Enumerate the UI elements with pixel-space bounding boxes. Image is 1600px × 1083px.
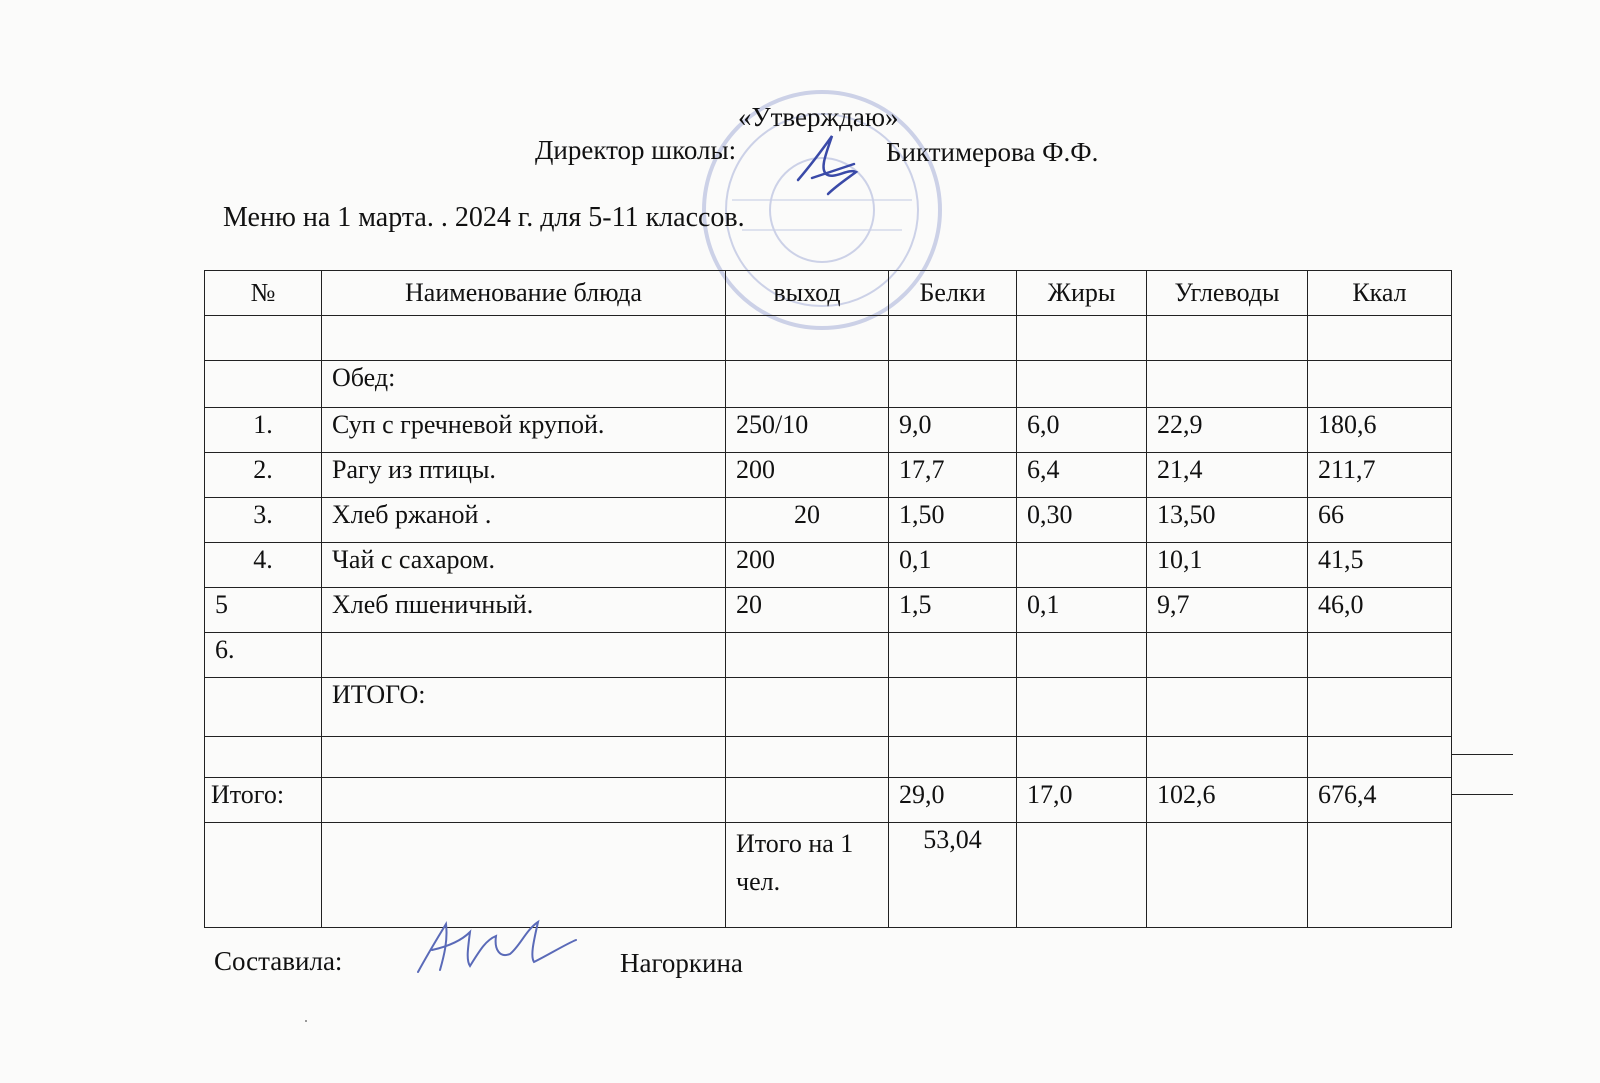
table-header-row bbox=[205, 271, 1452, 316]
blank-row bbox=[205, 316, 1452, 361]
row-number: 4. bbox=[205, 543, 322, 588]
composer-label: Составила: bbox=[214, 946, 343, 976]
table-extension-line bbox=[1451, 754, 1513, 755]
table-row bbox=[205, 588, 1452, 633]
header-protein: Белки bbox=[889, 271, 1017, 316]
row-fat bbox=[1017, 633, 1147, 678]
row-dish-name: Хлеб ржаной . bbox=[322, 498, 726, 543]
menu-table bbox=[204, 270, 1452, 928]
approve-heading: «Утверждаю» bbox=[738, 102, 899, 132]
header-fat: Жиры bbox=[1017, 271, 1147, 316]
director-label: Директор школы: bbox=[535, 135, 737, 165]
total-kcal: 676,4 bbox=[1308, 778, 1452, 823]
row-dish-name: Чай с сахаром. bbox=[322, 543, 726, 588]
blank-row bbox=[205, 737, 1452, 778]
table-row bbox=[205, 543, 1452, 588]
row-number: 6. bbox=[205, 633, 322, 678]
row-kcal: 211,7 bbox=[1308, 453, 1452, 498]
row-number: 5 bbox=[205, 588, 322, 633]
row-carbs: 22,9 bbox=[1147, 408, 1308, 453]
row-output: 20 bbox=[726, 588, 889, 633]
row-carbs: 21,4 bbox=[1147, 453, 1308, 498]
subtotal-label: ИТОГО: bbox=[322, 678, 726, 737]
subtotal-row bbox=[205, 678, 1452, 737]
row-kcal bbox=[1308, 633, 1452, 678]
row-carbs: 13,50 bbox=[1147, 498, 1308, 543]
row-carbs: 9,7 bbox=[1147, 588, 1308, 633]
row-fat: 0,30 bbox=[1017, 498, 1147, 543]
row-kcal: 41,5 bbox=[1308, 543, 1452, 588]
table-extension-line bbox=[1451, 794, 1513, 795]
row-protein bbox=[889, 633, 1017, 678]
table-row bbox=[205, 453, 1452, 498]
header-dish-name: Наименование блюда bbox=[322, 271, 726, 316]
per-person-label: Итого на 1 чел. bbox=[726, 823, 889, 928]
composer-name: Нагоркина bbox=[620, 948, 743, 978]
row-protein: 1,50 bbox=[889, 498, 1017, 543]
total-protein: 29,0 bbox=[889, 778, 1017, 823]
total-row bbox=[205, 778, 1452, 823]
director-signature bbox=[792, 128, 870, 198]
composer-signature bbox=[410, 910, 580, 985]
row-dish-name bbox=[322, 633, 726, 678]
row-fat: 6,4 bbox=[1017, 453, 1147, 498]
row-output: 20 bbox=[726, 498, 889, 543]
row-dish-name: Суп с гречневой крупой. bbox=[322, 408, 726, 453]
row-fat: 0,1 bbox=[1017, 588, 1147, 633]
row-protein: 17,7 bbox=[889, 453, 1017, 498]
header-kcal: Ккал bbox=[1308, 271, 1452, 316]
row-output bbox=[726, 633, 889, 678]
row-kcal: 66 bbox=[1308, 498, 1452, 543]
header-carbs: Углеводы bbox=[1147, 271, 1308, 316]
menu-title: Меню на 1 марта. . 2024 г. для 5-11 классов. bbox=[223, 202, 745, 233]
row-output: 250/10 bbox=[726, 408, 889, 453]
per-person-value: 53,04 bbox=[889, 823, 1017, 928]
row-carbs bbox=[1147, 633, 1308, 678]
section-row bbox=[205, 361, 1452, 408]
row-number: 2. bbox=[205, 453, 322, 498]
row-number: 1. bbox=[205, 408, 322, 453]
row-kcal: 46,0 bbox=[1308, 588, 1452, 633]
director-name: Биктимерова Ф.Ф. bbox=[886, 137, 1099, 167]
row-number: 3. bbox=[205, 498, 322, 543]
row-fat: 6,0 bbox=[1017, 408, 1147, 453]
row-carbs: 10,1 bbox=[1147, 543, 1308, 588]
total-fat: 17,0 bbox=[1017, 778, 1147, 823]
table-row bbox=[205, 633, 1452, 678]
per-person-row bbox=[205, 823, 1452, 928]
total-carbs: 102,6 bbox=[1147, 778, 1308, 823]
row-dish-name: Рагу из птицы. bbox=[322, 453, 726, 498]
header-number: № bbox=[205, 271, 322, 316]
row-kcal: 180,6 bbox=[1308, 408, 1452, 453]
table-row bbox=[205, 498, 1452, 543]
header-output: выход bbox=[726, 271, 889, 316]
row-output: 200 bbox=[726, 453, 889, 498]
table-row bbox=[205, 408, 1452, 453]
row-protein: 0,1 bbox=[889, 543, 1017, 588]
row-output: 200 bbox=[726, 543, 889, 588]
section-label: Обед: bbox=[322, 361, 726, 408]
scan-speck bbox=[305, 1020, 307, 1022]
row-protein: 1,5 bbox=[889, 588, 1017, 633]
row-protein: 9,0 bbox=[889, 408, 1017, 453]
row-dish-name: Хлеб пшеничный. bbox=[322, 588, 726, 633]
total-label: Итого: bbox=[205, 778, 322, 823]
row-fat bbox=[1017, 543, 1147, 588]
